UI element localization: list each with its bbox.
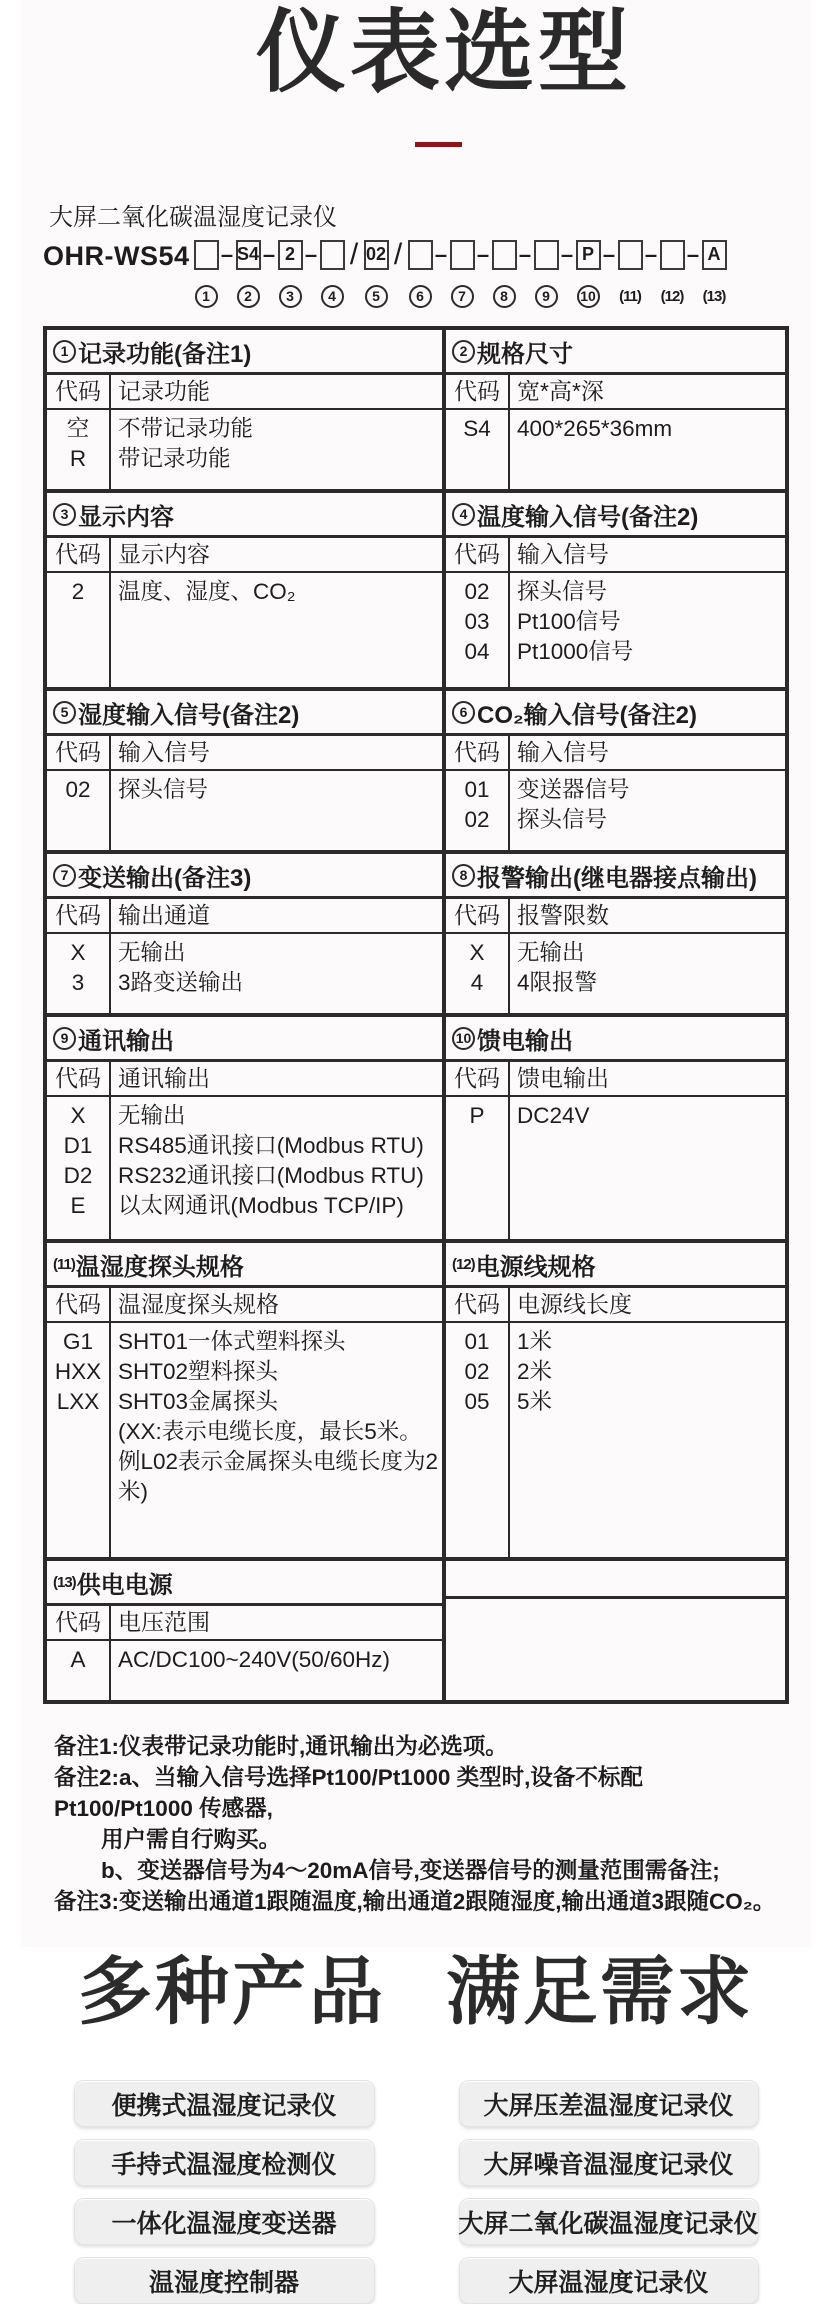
desc-column-header: 输出通道 [109,900,442,930]
section-data [47,1641,442,1700]
code-value: X [47,1101,109,1131]
note-line: 备注2:a、当输入信号选择Pt100/Pt1000 类型时,设备不标配 Pt100/Pt1000 传感器, [54,1762,781,1824]
column-header-row [446,899,785,934]
section-title-text: 通讯输出 [78,1021,174,1056]
desc-value: Pt100信号 [508,607,785,637]
model-separator-slash: / [389,240,408,270]
desc-column-header: 输入信号 [508,539,785,569]
desc-value: 带记录功能 [109,444,442,474]
code-value: 04 [446,637,508,667]
section-title-text: 电源线规格 [476,1247,596,1282]
table-row [446,775,785,805]
desc-value: 探头信号 [109,775,442,805]
model-segment [278,240,303,308]
section-title-text: 湿度输入信号(备注2) [78,695,299,730]
code-column-header: 代码 [47,376,109,406]
desc-column-header: 电源线长度 [508,1289,785,1319]
model-box: A [702,240,727,270]
desc-column-header: 电压范围 [109,1607,442,1637]
note-line: 用户需自行购买。 [54,1824,781,1855]
table-section-row [47,330,785,489]
table-row [446,1327,785,1357]
section-title-text: 供电电源 [77,1565,173,1600]
table-row [446,414,785,444]
desc-value: Pt1000信号 [508,637,785,667]
model-box [492,240,517,270]
table-section-row [47,1557,785,1700]
table-section-row [47,1013,785,1239]
desc-value: 温度、湿度、CO₂ [109,577,442,607]
table-section-row [47,850,785,1013]
desc-column-header: 输入信号 [508,737,785,767]
column-header-row [446,1288,785,1323]
section-title-text: 显示内容 [78,497,174,532]
section-title [446,1017,785,1062]
section-data [446,573,785,687]
paren-number: (13) [53,1571,76,1594]
model-box: S4 [236,240,261,270]
table-row [47,1191,442,1221]
section-body [47,736,442,850]
column-header-row [446,375,785,410]
section-title-text: 变送输出(备注3) [78,858,251,893]
section-body [446,899,785,1013]
code-column-header: 代码 [47,737,109,767]
table-row [446,607,785,637]
section-title-text: CO₂输入信号(备注2) [477,695,697,730]
section-title [47,1017,442,1062]
desc-column-header: 通讯输出 [109,1063,442,1093]
column-header-row [47,1288,442,1323]
section-title-text: 报警输出(继电器接点输出) [477,858,757,893]
column-header-row [47,538,442,573]
table-section-row [47,1239,785,1557]
section-title [446,691,785,736]
column-header-row [47,899,442,934]
model-segment [364,240,389,308]
desc-value: 4限报警 [508,968,785,998]
code-column-header: 代码 [446,737,508,767]
circled-number: 8 [452,864,475,887]
circled-number: 1 [195,285,218,308]
desc-column-header: 输入信号 [109,737,442,767]
table-row [446,805,785,835]
model-separator-dash: – [559,240,576,270]
column-header-row [446,736,785,771]
section-title-text: 温度输入信号(备注2) [477,497,698,532]
model-separator-dash: – [517,240,534,270]
product-name: 大屏二氧化碳温湿度记录仪 [49,197,811,232]
code-value: 02 [446,577,508,607]
note-line: 备注1:仪表带记录功能时,通讯输出为必选项。 [54,1731,781,1762]
model-box: P [576,240,601,270]
section-data [47,771,442,850]
code-value: X [47,938,109,968]
table-section-left [47,854,446,1013]
column-header-row [47,1606,442,1641]
model-separator-dash: – [475,240,492,270]
code-value: A [47,1645,109,1675]
desc-value: 3路变送输出 [109,968,442,998]
desc-value: DC24V [508,1101,785,1131]
circled-number: 2 [237,285,260,308]
model-segment [320,240,345,308]
model-segment [492,240,517,308]
model-separator-dash: – [643,240,660,270]
model-separator-dash: – [433,240,450,270]
product-button[interactable]: 大屏压差温湿度记录仪 [459,2080,759,2127]
circled-number: 6 [409,285,432,308]
model-box [618,240,643,270]
section-body [47,538,442,687]
desc-value: (XX:表示电缆长度，最长5米。例L02表示金属探头电缆长度为2米) [109,1417,442,1507]
model-segment [618,240,643,308]
code-column-header: 代码 [446,376,508,406]
circled-number: 4 [321,285,344,308]
desc-value: 2米 [508,1357,785,1387]
paren-number: (11) [53,1253,75,1276]
note-line: b、变送器信号为4～20mA信号,变送器信号的测量范围需备注; [54,1855,781,1886]
section-title [47,493,442,538]
section-data [47,1097,442,1239]
section-body [47,1062,442,1239]
code-column-header: 代码 [47,1607,109,1637]
table-row [47,1645,442,1675]
model-box [408,240,433,270]
empty-section-body [446,1599,785,1700]
desc-value: RS485通讯接口(Modbus RTU) [109,1131,442,1161]
circled-number: 1 [53,340,76,363]
code-value: D2 [47,1161,109,1191]
code-value: 03 [446,607,508,637]
model-box [320,240,345,270]
table-section-left [47,493,446,687]
code-column-header: 代码 [47,900,109,930]
table-section-left [47,1243,446,1557]
code-column-header: 代码 [446,1289,508,1319]
note-line: 备注3:变送输出通道1跟随温度,输出通道2跟随湿度,输出通道3跟随CO₂。 [54,1886,781,1917]
paren-number: (11) [619,285,641,308]
table-row [47,1327,442,1357]
desc-column-header: 馈电输出 [508,1063,785,1093]
code-column-header: 代码 [446,1063,508,1093]
circled-number: 4 [452,503,475,526]
table-row [446,577,785,607]
circled-number: 8 [493,285,516,308]
circled-number: 2 [452,340,475,363]
model-segment [236,240,261,308]
desc-column-header: 记录功能 [109,376,442,406]
code-value: 01 [446,1327,508,1357]
table-section-left [47,691,446,850]
column-header-row [446,538,785,573]
desc-value: AC/DC100~240V(50/60Hz) [109,1645,442,1675]
model-box: 02 [364,240,389,270]
desc-column-header: 显示内容 [109,539,442,569]
code-value: 02 [47,775,109,805]
title-accent-dash [415,142,462,147]
section-title [47,330,442,375]
products-title-right: 满足需求 [446,1953,754,2031]
table-section-right [446,691,785,850]
table-row [446,1357,785,1387]
section-title [446,493,785,538]
products-grid [21,2080,811,2304]
desc-value: SHT01一体式塑料探头 [109,1327,442,1357]
section-title [446,1243,785,1288]
model-separator-dash: – [219,240,236,270]
column-header-row [47,736,442,771]
circled-number: 3 [53,503,76,526]
circled-number: 9 [535,285,558,308]
desc-value: 无输出 [508,938,785,968]
section-body [47,1288,442,1557]
code-value: 3 [47,968,109,998]
products-title-left: 多种产品 [78,1953,386,2031]
page-title: 仪表选型 [49,0,832,106]
code-column-header: 代码 [47,1063,109,1093]
code-value: 02 [446,805,508,835]
table-section-right [446,854,785,1013]
section-body [47,899,442,1013]
code-value: 05 [446,1387,508,1417]
section-data [47,1323,442,1557]
desc-value: 不带记录功能 [109,414,442,444]
table-section-right [446,1243,785,1557]
model-separator-dash: – [685,240,702,270]
paren-number: (12) [661,285,684,308]
table-row [446,1101,785,1131]
section-data [446,1097,785,1239]
desc-column-header: 报警限数 [508,900,785,930]
circled-number: 5 [53,701,76,724]
model-separator-dash: – [303,240,320,270]
code-column-header: 代码 [446,900,508,930]
column-header-row [47,375,442,410]
table-row [47,1387,442,1417]
code-value: D1 [47,1131,109,1161]
code-value: X [446,938,508,968]
desc-value: 探头信号 [508,805,785,835]
section-title [47,691,442,736]
page [21,0,811,2193]
table-row [47,1161,442,1191]
model-segment [408,240,433,308]
model-segment [660,240,685,308]
model-segment [576,240,601,308]
product-button[interactable]: 便携式温湿度记录仪 [74,2080,375,2127]
desc-value: SHT03金属探头 [109,1387,442,1417]
model-box [660,240,685,270]
paren-number: (12) [452,1253,475,1276]
section-data [446,1323,785,1557]
table-row [47,577,442,607]
desc-column-header: 温湿度探头规格 [109,1289,442,1319]
model-prefix: OHR-WS54 [43,240,190,272]
table-row [47,1357,442,1387]
table-row [47,1417,442,1507]
desc-value: 400*265*36mm [508,414,785,444]
model-box: 2 [278,240,303,270]
circled-number: 10 [452,1027,475,1050]
section-data [47,573,442,687]
model-segment [450,240,475,308]
desc-value: 5米 [508,1387,785,1417]
section-title [446,330,785,375]
section-data [47,934,442,1013]
section-title-text: 馈电输出 [477,1021,573,1056]
code-value: 01 [446,775,508,805]
empty-section-title [446,1561,785,1599]
column-header-row [446,1062,785,1097]
desc-value: 无输出 [109,938,442,968]
code-value: P [446,1101,508,1131]
table-section-left [47,1017,446,1239]
code-value: 02 [446,1357,508,1387]
section-data [47,410,442,489]
section-body [446,1288,785,1557]
table-section-right [446,1017,785,1239]
table-row [47,444,442,474]
model-code-line [43,240,811,308]
model-box [534,240,559,270]
circled-number: 6 [452,701,475,724]
section-title [446,854,785,899]
section-title-text: 记录功能(备注1) [78,334,251,369]
code-value: 4 [446,968,508,998]
table-row [446,938,785,968]
product-button[interactable]: 手持式温湿度检测仪 [74,2139,375,2186]
table-section-row [47,489,785,687]
model-segment [702,240,727,308]
products-title [21,1953,811,2031]
code-value: LXX [47,1387,109,1417]
code-value: R [47,444,109,474]
table-section-right [446,493,785,687]
table-section-right [446,330,785,489]
table-row [446,968,785,998]
model-separator-dash: – [261,240,278,270]
code-column-header: 代码 [47,539,109,569]
circled-number: 7 [451,285,474,308]
section-data [446,934,785,1013]
table-section-left [47,330,446,489]
table-row [446,637,785,667]
desc-column-header: 宽*高*深 [508,376,785,406]
desc-value: SHT02塑料探头 [109,1357,442,1387]
code-value: S4 [446,414,508,444]
code-value: 空 [47,414,109,444]
code-value: 2 [47,577,109,607]
table-row [47,938,442,968]
section-data [446,410,785,489]
product-button[interactable]: 大屏噪音温湿度记录仪 [459,2139,759,2186]
desc-value: 以太网通讯(Modbus TCP/IP) [109,1191,442,1221]
circled-number: 7 [53,864,76,887]
section-title [47,1243,442,1288]
table-row [47,775,442,805]
desc-value: 探头信号 [508,577,785,607]
code-value: E [47,1191,109,1221]
desc-value: 无输出 [109,1101,442,1131]
selection-table [43,326,789,1704]
code-value: G1 [47,1327,109,1357]
code-value: HXX [47,1357,109,1387]
products-section [21,1947,811,2304]
section-data [446,771,785,850]
table-row [47,1101,442,1131]
table-section-right [446,1561,785,1700]
selection-section [21,0,811,1947]
circled-number: 3 [279,285,302,308]
section-title [47,854,442,899]
section-body [47,375,442,489]
section-title-text: 温湿度探头规格 [76,1247,244,1282]
table-section-row [47,687,785,850]
section-body [446,736,785,850]
column-header-row [47,1062,442,1097]
table-row [47,414,442,444]
product-button[interactable]: 大屏温湿度记录仪 [459,2257,759,2304]
section-title-text: 规格尺寸 [477,334,573,369]
table-row [47,968,442,998]
table-section-left [47,1561,446,1700]
circled-number: 9 [53,1027,76,1050]
desc-value: 1米 [508,1327,785,1357]
model-separator-dash: – [601,240,618,270]
product-button[interactable]: 大屏二氧化碳温湿度记录仪 [459,2198,759,2245]
model-segment [534,240,559,308]
paren-number: (13) [703,285,726,308]
notes-block [54,1731,781,1917]
model-box [194,240,219,270]
model-segment [194,240,219,308]
section-body [446,1062,785,1239]
table-row [446,1387,785,1417]
code-column-header: 代码 [47,1289,109,1319]
section-body [47,1606,442,1700]
section-body [446,538,785,687]
section-title [47,1561,442,1606]
circled-number: 5 [365,285,388,308]
desc-value: RS232通讯接口(Modbus RTU) [109,1161,442,1191]
desc-value: 变送器信号 [508,775,785,805]
circled-number: 10 [577,285,600,308]
code-column-header: 代码 [446,539,508,569]
product-button[interactable]: 温湿度控制器 [74,2257,375,2304]
table-row [47,1131,442,1161]
model-separator-slash: / [345,240,364,270]
model-box [450,240,475,270]
section-body [446,375,785,489]
product-button[interactable]: 一体化温湿度变送器 [74,2198,375,2245]
